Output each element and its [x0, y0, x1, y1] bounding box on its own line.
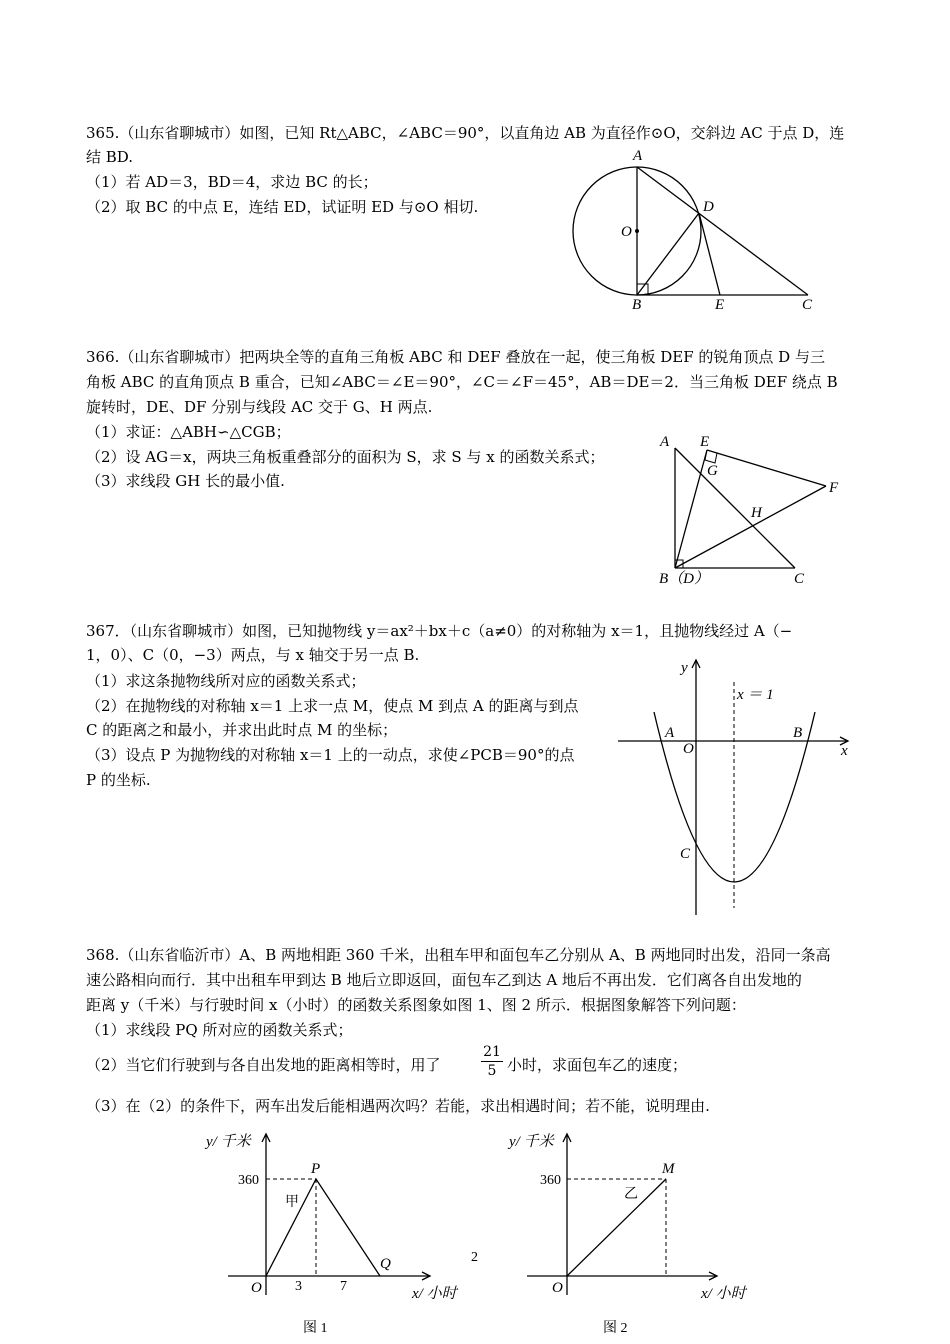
label-y: y: [681, 660, 688, 676]
label-h: H: [751, 505, 762, 521]
q368-part2a: （2）当它们行驶到与各自出发地的距离相等时，用了: [86, 1056, 441, 1074]
label-a: A: [633, 148, 643, 164]
fig2-origin: O: [552, 1280, 563, 1296]
label-e: E: [700, 434, 710, 450]
label-c: C: [802, 297, 813, 313]
tick-7: 7: [340, 1279, 347, 1294]
label-c: C: [794, 571, 805, 587]
fig1-xlabel: x/ 小时: [412, 1286, 457, 1302]
label-axis: x ＝ 1: [737, 687, 774, 703]
q365-line1: 365.（山东省聊城市）如图，已知 Rt△ABC，∠ABC＝90°，以直角边 AB 为直径作⊙O，交斜边 AC 于点 D，连: [86, 124, 845, 142]
q365-part2: （2）取 BC 的中点 E，连结 ED，试证明 ED 与⊙O 相切.: [86, 198, 479, 216]
q366-line1: 366.（山东省聊城市）把两块全等的直角三角板 ABC 和 DEF 叠放在一起，使三角板 DEF 的锐角顶点 D 与三: [86, 348, 825, 366]
label-o: O: [683, 741, 694, 757]
fig2-360: 360: [540, 1173, 561, 1188]
q368-line3: 距离 y（千米）与行驶时间 x（小时）的函数关系图象如图 1、图 2 所示．根据图象解答下列问题：: [86, 996, 746, 1014]
q367-part1: （1）求这条抛物线所对应的函数关系式；: [86, 672, 366, 690]
fraction-denominator: 5: [487, 1063, 497, 1079]
q367-part2b: C 的距离之和最小，并求出此时点 M 的坐标；: [86, 721, 398, 739]
label-g: G: [707, 463, 718, 479]
q367-part2a: （2）在抛物线的对称轴 x＝1 上求一点 M，使点 M 到点 A 的距离与到点: [86, 697, 579, 715]
label-p: P: [311, 1161, 321, 1177]
label-b: B: [793, 725, 803, 741]
label-f: F: [829, 480, 839, 496]
label-x: x: [841, 743, 848, 759]
fraction-numerator: 21: [481, 1043, 503, 1062]
label-c: C: [680, 846, 691, 862]
label-jia: 甲: [285, 1195, 299, 1210]
fig2-xlabel: x/ 小时: [701, 1286, 746, 1302]
q365-part1: （1）若 AD＝3，BD＝4，求边 BC 的长；: [86, 173, 378, 191]
label-d: D: [703, 199, 714, 215]
q368-part1: （1）求线段 PQ 所对应的函数关系式；: [86, 1021, 353, 1039]
fig2-caption: 图 2: [603, 1321, 628, 1336]
label-o: O: [621, 224, 632, 240]
line-om: [567, 1179, 666, 1276]
fig1-origin: O: [251, 1280, 262, 1296]
tick-3: 3: [295, 1279, 302, 1294]
fig1-360: 360: [238, 1173, 259, 1188]
q367-part3a: （3）设点 P 为抛物线的对称轴 x＝1 上的一动点，求使∠PCB＝90°的点: [86, 746, 575, 764]
fig1-ylabel: y/ 千米: [206, 1134, 251, 1150]
q366-part2: （2）设 AG＝x，两块三角板重叠部分的面积为 S，求 S 与 x 的函数关系式；: [86, 448, 605, 466]
q368-part3: （3）在（2）的条件下，两车出发后能相遇两次吗？若能，求出相遇时间；若不能，说明理由.: [86, 1097, 710, 1115]
q368-line2: 速公路相向而行．其中出租车甲到达 B 地后立即返回，面包车乙到达 A 地后不再出发．它们离各自出发地的: [86, 971, 802, 989]
q368-part2b: 小时，求面包车乙的速度；: [507, 1056, 688, 1074]
q368-line1: 368.（山东省临沂市）A、B 两地相距 360 千米，出租车甲和面包车乙分别从 A、B 两地同时出发，沿同一条高: [86, 946, 831, 964]
q367-line1: 367．（山东省聊城市）如图，已知抛物线 y＝ax²＋bx＋c（a≠0）的对称轴为 x＝1，且抛物线经过 A（−: [86, 622, 793, 640]
label-e: E: [715, 297, 725, 313]
page-number: 2: [471, 1250, 478, 1265]
fig2-ylabel: y/ 千米: [509, 1134, 554, 1150]
label-a: A: [660, 434, 670, 450]
label-b: B: [632, 297, 642, 313]
q365-line2: 结 BD.: [86, 148, 134, 166]
line-op: [266, 1179, 380, 1276]
q367-line2: 1，0）、C（0，−3）两点，与 x 轴交于另一点 B.: [86, 646, 420, 664]
q366-part1: （1）求证：△ABH∽△CGB；: [86, 423, 291, 441]
label-yi: 乙: [624, 1187, 638, 1202]
q366-line2: 角板 ABC 的直角顶点 B 重合，已知∠ABC＝∠E＝90°，∠C＝∠F＝45°，AB＝DE＝2．当三角板 DEF 绕点 B: [86, 373, 838, 391]
q366-line3: 旋转时，DE、DF 分别与线段 AC 交于 G、H 两点.: [86, 398, 433, 416]
q367-part3b: P 的坐标.: [86, 771, 151, 789]
label-b-d: B（D）: [659, 571, 709, 587]
label-q: Q: [380, 1256, 391, 1272]
label-a: A: [665, 725, 675, 741]
q366-part3: （3）求线段 GH 长的最小值.: [86, 472, 285, 490]
fig1-caption: 图 1: [303, 1321, 328, 1336]
label-m: M: [662, 1161, 675, 1177]
